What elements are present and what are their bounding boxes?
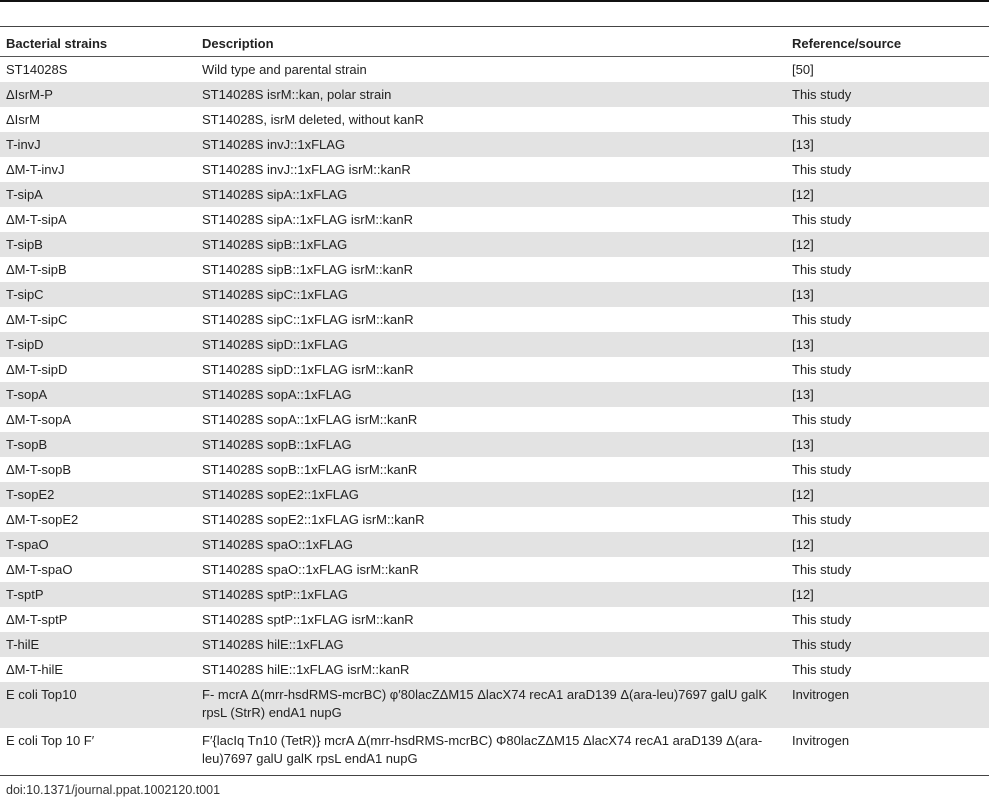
- table-row: [0, 182, 989, 207]
- reference-cell: This study: [792, 661, 852, 677]
- reference-cell: [12]: [786, 532, 989, 557]
- table-row: [0, 57, 989, 83]
- reference-cell: This study: [792, 561, 852, 577]
- reference-cell: [12]: [786, 232, 989, 257]
- description-cell: ST14028S sopE2::1xFLAG: [196, 482, 786, 507]
- reference-cell: [13]: [786, 132, 989, 157]
- reference-cell: Invitrogen: [792, 733, 850, 748]
- reference-cell: This study: [792, 411, 852, 427]
- strain-cell: ΔM-T-sipB: [6, 261, 67, 277]
- table-row: [0, 507, 989, 532]
- table-row: [0, 157, 989, 182]
- description-cell: ST14028S sipD::1xFLAG isrM::kanR: [202, 361, 414, 377]
- table-row: [0, 482, 989, 507]
- header-rule: [0, 26, 989, 27]
- strain-cell: T-sipB: [0, 232, 196, 257]
- table-row: [0, 132, 989, 157]
- reference-cell: This study: [792, 161, 852, 177]
- strain-cell: ΔM-T-sopA: [6, 411, 72, 427]
- reference-cell: [13]: [786, 332, 989, 357]
- table-row: [0, 82, 989, 107]
- description-cell: ST14028S hilE::1xFLAG isrM::kanR: [202, 661, 410, 677]
- table-row: [0, 657, 989, 682]
- doi-caption: doi:10.1371/journal.ppat.1002120.t001: [6, 783, 221, 797]
- description-cell: ST14028S invJ::1xFLAG: [196, 132, 786, 157]
- description-cell: ST14028S invJ::1xFLAG isrM::kanR: [202, 161, 411, 177]
- table-row: [0, 607, 989, 632]
- strain-cell: T-sopA: [0, 382, 196, 407]
- description-cell: F′{lacIq Tn10 (TetR)} mcrA Δ(mrr-hsdRMS-mcrBC) Φ80lacZΔM15 ΔlacX74 recA1 araD139 Δ(ara-leu)7697 galU galK rpsL endA1 nupG: [202, 733, 763, 766]
- table-row: [0, 557, 989, 582]
- description-cell: ST14028S sipA::1xFLAG isrM::kanR: [202, 211, 413, 227]
- description-cell: ST14028S isrM::kan, polar strain: [196, 82, 786, 107]
- strain-cell: ΔM-T-sipC: [6, 311, 68, 327]
- description-cell: ST14028S sipC::1xFLAG: [196, 282, 786, 307]
- table-row: [0, 582, 989, 607]
- reference-cell: This study: [786, 632, 989, 657]
- strain-cell: ST14028S: [6, 61, 68, 77]
- table-row: [0, 307, 989, 332]
- description-cell: ST14028S, isrM deleted, without kanR: [202, 111, 424, 127]
- strain-cell: T-spaO: [0, 532, 196, 557]
- reference-cell: This study: [792, 261, 852, 277]
- strain-cell: T-hilE: [0, 632, 196, 657]
- strains-table: [0, 31, 989, 774]
- description-cell: ST14028S sptP::1xFLAG isrM::kanR: [202, 611, 414, 627]
- table-row: [0, 107, 989, 132]
- table-row: [0, 282, 989, 307]
- table-row: [0, 332, 989, 357]
- reference-cell: This study: [792, 511, 852, 527]
- table-row: [0, 532, 989, 557]
- strain-cell: E coli Top 10 F′: [6, 733, 95, 748]
- reference-cell: [13]: [786, 432, 989, 457]
- strain-cell: T-sipC: [0, 282, 196, 307]
- strain-cell: ΔIsrM: [6, 111, 40, 127]
- strain-cell: E coli Top10: [0, 682, 196, 728]
- description-cell: ST14028S hilE::1xFLAG: [196, 632, 786, 657]
- reference-cell: This study: [792, 111, 852, 127]
- description-cell: F- mcrA Δ(mrr-hsdRMS-mcrBC) φ′80lacZΔM15 ΔlacX74 recA1 araD139 Δ(ara-leu)7697 galU galK rpsL (StrR) endA1 nupG: [196, 682, 786, 728]
- table-row: [0, 232, 989, 257]
- reference-cell: This study: [786, 82, 989, 107]
- bottom-rule: [0, 775, 989, 776]
- reference-cell: [50]: [792, 61, 814, 77]
- table-row: [0, 728, 989, 774]
- strain-cell: ΔM-T-sopE2: [6, 511, 79, 527]
- table-row: [0, 382, 989, 407]
- header-reference-source: Reference/source: [786, 31, 989, 57]
- reference-cell: [13]: [786, 282, 989, 307]
- table-body: [0, 57, 989, 775]
- description-cell: ST14028S sipA::1xFLAG: [196, 182, 786, 207]
- description-cell: ST14028S spaO::1xFLAG isrM::kanR: [202, 561, 419, 577]
- strain-cell: ΔM-T-invJ: [6, 161, 65, 177]
- description-cell: ST14028S sipD::1xFLAG: [196, 332, 786, 357]
- strain-cell: T-sipA: [0, 182, 196, 207]
- reference-cell: [12]: [786, 482, 989, 507]
- description-cell: ST14028S sipB::1xFLAG: [196, 232, 786, 257]
- table-row: [0, 207, 989, 232]
- reference-cell: This study: [792, 211, 852, 227]
- strain-cell: T-sopE2: [0, 482, 196, 507]
- description-cell: Wild type and parental strain: [202, 61, 367, 77]
- reference-cell: This study: [792, 611, 852, 627]
- strain-cell: ΔM-T-sptP: [6, 611, 68, 627]
- strain-cell: ΔIsrM-P: [0, 82, 196, 107]
- strain-cell: ΔM-T-sopB: [6, 461, 72, 477]
- table-row: [0, 432, 989, 457]
- strain-cell: T-sopB: [0, 432, 196, 457]
- reference-cell: Invitrogen: [786, 682, 989, 728]
- description-cell: ST14028S sopB::1xFLAG: [196, 432, 786, 457]
- header-bacterial-strains: Bacterial strains: [0, 31, 196, 57]
- description-cell: ST14028S sopE2::1xFLAG isrM::kanR: [202, 511, 425, 527]
- strain-cell: ΔM-T-sipA: [6, 211, 67, 227]
- description-cell: ST14028S sptP::1xFLAG: [196, 582, 786, 607]
- strain-cell: T-sptP: [0, 582, 196, 607]
- description-cell: ST14028S spaO::1xFLAG: [196, 532, 786, 557]
- description-cell: ST14028S sopB::1xFLAG isrM::kanR: [202, 461, 418, 477]
- reference-cell: This study: [792, 461, 852, 477]
- description-cell: ST14028S sipB::1xFLAG isrM::kanR: [202, 261, 413, 277]
- reference-cell: [12]: [786, 582, 989, 607]
- header-description: Description: [196, 31, 786, 57]
- reference-cell: [13]: [786, 382, 989, 407]
- description-cell: ST14028S sopA::1xFLAG isrM::kanR: [202, 411, 418, 427]
- reference-cell: [12]: [786, 182, 989, 207]
- reference-cell: This study: [792, 361, 852, 377]
- strain-cell: T-sipD: [0, 332, 196, 357]
- strain-cell: T-invJ: [0, 132, 196, 157]
- table-row: [0, 682, 989, 728]
- table-row: [0, 407, 989, 432]
- strain-cell: ΔM-T-spaO: [6, 561, 73, 577]
- table-row: [0, 357, 989, 382]
- description-cell: ST14028S sipC::1xFLAG isrM::kanR: [202, 311, 414, 327]
- description-cell: ST14028S sopA::1xFLAG: [196, 382, 786, 407]
- table-row: [0, 632, 989, 657]
- top-rule: [0, 0, 989, 2]
- strain-cell: ΔM-T-hilE: [6, 661, 64, 677]
- reference-cell: This study: [792, 311, 852, 327]
- table-row: [0, 257, 989, 282]
- table-row: [0, 457, 989, 482]
- header-row: [0, 31, 989, 57]
- strain-cell: ΔM-T-sipD: [6, 361, 68, 377]
